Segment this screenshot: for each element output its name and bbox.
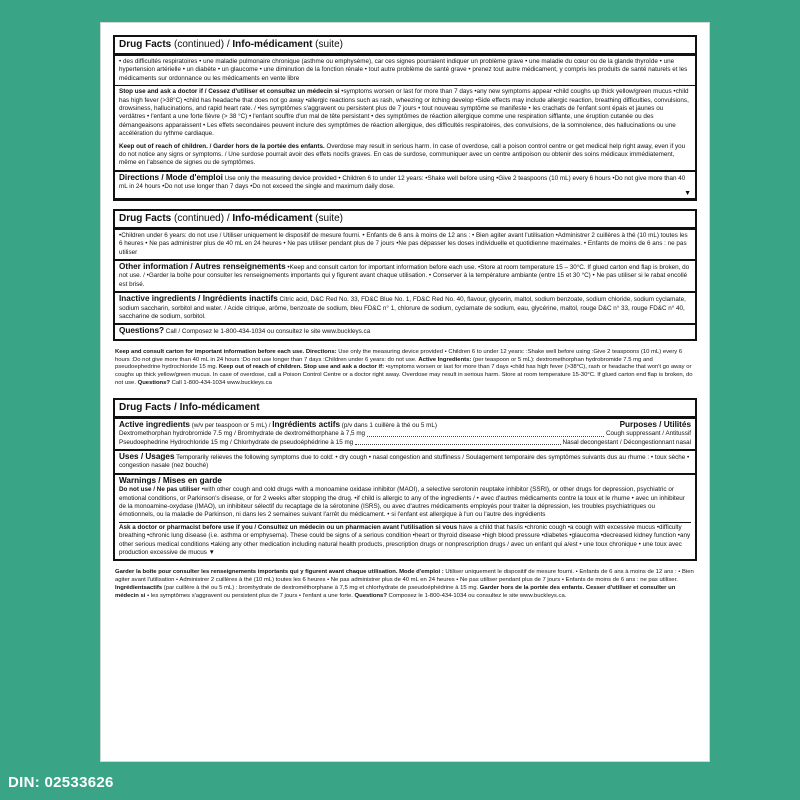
uses-text: Temporarily relieves the following symptoms due to cold: • dry cough • nasal congestion and stuffiness / Soulagement temporaire des symptômes suivants dus au rhume : • toux sèche • congestion nasale (nez bouché) — [119, 453, 690, 470]
title-fr-sub: (suite) — [312, 39, 343, 50]
warnings-continued — [115, 56, 695, 86]
title-en-sub: (continued) / — [171, 212, 233, 224]
drug-facts-panel-continued-2 — [113, 209, 697, 341]
inactive-ingredients-text: Citric acid, D&C Red No. 33, FD&C Blue No. 1, FD&C Red No. 40, flavour, glycerin, maltol, sodium benzoate, sodium chloride, sodium cyclamate, sodium saccharin, sorbitol and water. / Acide citrique, arôme, benzoate de sodium, bleu FD&C n° 1, chlorure de sodium, cyclamate de sodium, eau, glycérine, maltol, rouge D&C n° 33, rouge FD&C n° 40, saccharine de sodium, sorbitol. — [119, 296, 686, 320]
inactive-ingredients-section — [115, 293, 695, 325]
keep-out-section — [115, 141, 695, 172]
active-ingredients-sub: (w/v per teaspoon or 5 mL) / — [189, 421, 273, 429]
dot-leader — [367, 430, 604, 436]
questions-section — [115, 325, 695, 338]
do-not-use-text: •with other cough and cold drugs •with a monoamine oxidase inhibitor (MAOI), a selective serotonin reuptake inhibitor (SSRI), or other drugs for depression, psychiatric or emotional conditions, or Parkinson's disease, or for 2 weeks after stopping the drug. •if child is allergic to any of the ingredients / • avec d'autres médicaments contre la toux et le rhume • avec un inhibiteur de la monoamine-oxydase (IMAO), un inhibiteur sélectif du recaptage de la sérotonine (ISRS), ou avec d'autres médicaments employés pour traiter la dépression, les troubles psychiatriques ou émotionnels, ou la maladie de Parkinson, ni dans les 2 semaines suivant l'arrêt du médicament. • si l'enfant est allergique à l'un ou l'autre des ingrédients — [119, 486, 685, 519]
plain1-questions-heading: Questions? — [137, 379, 171, 386]
ingredient-purpose: Nasal decongestant / Décongestionnant nasal — [562, 438, 691, 446]
plain2-questions: Composez le 1-800-434-1034 ou consultez le site www.buckleys.ca. — [386, 592, 567, 599]
plain1-keep-children: Keep out of reach of children. — [218, 364, 302, 371]
title-en-sub: (continued) / — [171, 39, 233, 50]
plain2-text: Utiliser uniquement le dispositif de mesure fourni. • Enfants de 6 ans à moins de 12 ans : • Bien agiter avant l'utilisation • Administrer 2 cuillères à thé (10 mL) toutes les 6 heures • Ne pas administrer plus de 40 mL en 24 heures • Ne pas utiliser pendant plus de 7 jours • Enfants de moins de 6 ans : ne pas utiliser. — [115, 569, 694, 584]
other-info-heading: Other information / Autres renseignements — [119, 261, 286, 271]
plain1-active-heading: Active Ingredients: — [418, 356, 472, 363]
directions-section — [115, 172, 695, 199]
stop-use-heading: Stop use and ask a doctor if / Cessez d'utiliser et consultez un médecin si — [119, 88, 340, 96]
directions-heading: Directions / Mode d'emploi — [119, 172, 223, 182]
purposes-heading: Purposes / Utilités — [619, 419, 691, 429]
plain1-stop: •symptoms worsen or last for more than 7 days •child has high fever (>38°C), rash or headache that won't go away or coughs up thick yellow/green mucus. In case of overdose, call a Poison Control Centre or a doctor right away. Overdose may result in serious harm. Store at room temperature 15-30°C. If glued carton end flap is broken, do not use. — [115, 364, 693, 386]
drug-facts-panel-main — [113, 398, 697, 562]
directions-text: Use only the measuring device provided • Children 6 to under 12 years: •Shake well before using •Give 2 teaspoons (10 mL) every 6 hours •Do not give more than 40 mL in 24 hours •Do not use longer than 7 days •Do not exceed the single and maximum daily dose. — [119, 174, 686, 191]
plain2-active-heading: Ingrédientsactifs — [115, 585, 163, 592]
stop-use-text: •symptoms worsen or last for more than 7 days •any new symptoms appear •child coughs up thick yellow/green mucus •child has high fever (>38°C) •child has headache that does not go away •allergic reactions such as rash, wheezing or itching develop •Side effects may include allergic reaction, breathing difficulties, convulsions, drowsiness, hallucinations, and rapid heart rate. / •les symptômes s'aggravent ou persistent plus de 7 jours • tout nouveau symptôme se manifeste • les crachats de l'enfant sont épais et jaunes ou verdâtres • l'enfant a une forte fièvre (> 38 °C) • l'enfant souffre d'un mal de tête persistant • des symptômes de réaction allergique comme une respiration sifflante, une éruption cutanée ou des démangeaisons apparaissent • Les effets secondaires peuvent inclure des symptômes de réaction allergique, des difficultés respiratoires, des convulsions, de la somnolence, des hallucinations ou une accélération du rythme cardiaque. — [119, 88, 689, 138]
panel-title: Drug Facts / Info-médicament — [115, 400, 695, 419]
keep-out-text: Overdose may result in serious harm. In case of overdose, call a poison control centre or get medical help right away, even if you do not notice any signs or symptoms. / Une surdose pourrait avoir des effets nocifs graves. En cas de surdose, communiquer avec un centre antipoison ou obtenir des soins médicaux immédiatement, même en l'absence de signes ou de symptômes. — [119, 142, 686, 167]
warnings-section — [115, 475, 695, 560]
panel-title — [115, 211, 695, 230]
continue-arrow-icon: ▼ — [684, 189, 691, 197]
title-en: Drug Facts — [119, 39, 172, 50]
other-info-section — [115, 261, 695, 293]
uses-heading: Uses / Usages — [119, 451, 175, 461]
questions-heading: Questions? — [119, 326, 165, 336]
plain2-active: (par cuillère à thé ou 5 mL) : bromhydrate de dextrométhorphane à 7,5 mg et chlorhydrate de pseudoéphédrine à 15 mg. — [162, 585, 480, 592]
active-ingredients-header — [119, 421, 691, 430]
questions-text: Call / Composez le 1-800-434-1034 ou consultez le site www.buckleys.ca — [164, 328, 371, 336]
keep-out-heading: Keep out of reach of children. / Garder hors de la portée des enfants. — [119, 142, 325, 150]
title-fr: Info-médicament — [232, 212, 313, 224]
plain2-heading: Garder la boîte pour consulter les renseignements importants qui y figurent avant chaque utilisation. Mode d'emploi : — [115, 569, 444, 576]
ask-doctor-heading: Ask a doctor or pharmacist before use if you / Consultez un médecin ou un pharmacien avant l'utilisation si vous — [119, 523, 458, 531]
plain2-stop: • les symptômes s'aggravent ou persistent plus de 7 jours • l'enfant a une forte. — [145, 592, 355, 599]
din-number: DIN: 02533626 — [8, 774, 114, 791]
active-ingredients-sub-fr: (p/v dans 1 cuillère à thé ou 5 mL) — [340, 421, 437, 429]
directions-continued-text: •Children under 6 years: do not use / Utiliser uniquement le dispositif de mesure fourni. • Enfants de 6 ans à moins de 12 ans : • Bien agiter avant l'utilisation •Administrer 2 cuillères à thé (10 mL) toutes les 6 heures • Ne pas administrer plus de 40 mL en 24 heures • Ne pas utiliser pendant plus de 7 jours •Ne pas dépasser les doses individuelle et quotidienne maximales. • Enfants de moins de 6 ans : ne pas utiliser — [119, 231, 688, 256]
ingredient-row — [119, 439, 691, 447]
ask-doctor-text: have a child that has/is •chronic cough •a cough with excessive mucus •difficulty breathing •chronic lung disease (i.e. asthma or emphysema). These could be signs of a serious condition •heart or thyroid disease •high blood pressure •diabetes •glaucoma •decreased kidney function •any other serious medical conditions •taking any other medication including natural health products, prescription drugs or nonprescription drugs / avec un enfant qui a/est • une toux chronique • une toux avec production excessive de mucus ▼ — [119, 523, 691, 557]
directions-continued — [115, 230, 695, 261]
title-en: Drug Facts — [119, 212, 172, 224]
ingredient-row — [119, 430, 691, 438]
other-info-text: •Keep and consult carton for important information before each use. •Store at room temperature 15 – 30°C. If glued carton end flap is broken, do not use. / •Garder la boîte pour consulter les renseignements importants qui y figurent avant chaque utilisation. • Conserver à la température ambiante (entre 15 et 30 °C) • Ne pas utiliser si le rabat encollé est brisé. — [119, 263, 690, 288]
plain1-questions: Call 1-800-434-1034 www.buckleys.ca — [170, 379, 272, 386]
plain2-keep-heading: Garder hors de la portée des enfants. Cesser d'utiliser et consulter un médecin si — [115, 585, 676, 599]
warnings-heading: Warnings / Mises en garde — [119, 475, 222, 485]
plain1-active: (per teaspoon or 5 mL): dextromethorphan hydrobromide 7.5 mg and pseudoephedrine hydrochloride 15 mg. — [115, 356, 653, 371]
active-ingredients-heading-fr: Ingrédients actifs — [272, 419, 341, 429]
plain1-directions: Use only the measuring device provided • Children 6 to under 12 years: :Shake well before using :Give 2 teaspoons (10 mL) every 6 hours :Do not give more than 40 mL in 24 hours :Do not use longer than 7 days :Children under 6 years: do not use. — [115, 348, 683, 363]
plain2-questions-heading: Questions? — [354, 592, 387, 599]
plain1-keep-heading: Keep and consult carton for important information before each use. Directions: — [115, 348, 337, 355]
ingredient-name: Pseudoephedrine Hydrochloride 15 mg / Chlorhydrate de pseudoéphédrine à 15 mg — [119, 438, 354, 446]
ingredient-name: Dextromethorphan hydrobromide 7.5 mg / Bromhydrate de dextrométhorphane à 7,5 mg — [119, 430, 366, 438]
plain1-stop-heading: Stop use and ask a doctor if: — [301, 364, 385, 371]
label-sheet — [100, 22, 710, 762]
drug-facts-panel-continued-1 — [113, 35, 697, 201]
dot-leader — [355, 439, 560, 445]
active-ingredients-section — [115, 419, 695, 451]
plain-text-english — [115, 349, 695, 388]
title-fr-sub: (suite) — [312, 212, 343, 224]
stop-use-section — [115, 86, 695, 140]
panel-title — [115, 37, 695, 56]
ingredient-purpose: Cough suppressant / Antitussif — [605, 430, 691, 438]
warnings-continued-text: • des difficultés respiratoires • une maladie pulmonaire chronique (asthme ou emphysème), car ces signes pourraient indiquer un problème grave • une maladie du cœur ou de la glande thyroïde • une hypertension artérielle • un diabète • un glaucome • une diminution de la fonction rénale • tout autre problème de santé grave • prenez tout autre médicament, y compris les produits de santé naturels et les médicaments sur ordonnance ou les médicaments en vente libre — [119, 58, 688, 82]
plain-text-french — [115, 569, 695, 600]
title-fr: Info-médicament — [232, 39, 313, 50]
inactive-ingredients-heading: Inactive ingredients / Ingrédients inactifs — [119, 294, 278, 304]
do-not-use-heading: Do not use / Ne pas utiliser — [119, 486, 200, 494]
uses-section — [115, 451, 695, 475]
active-ingredients-heading: Active ingredients — [119, 419, 190, 429]
